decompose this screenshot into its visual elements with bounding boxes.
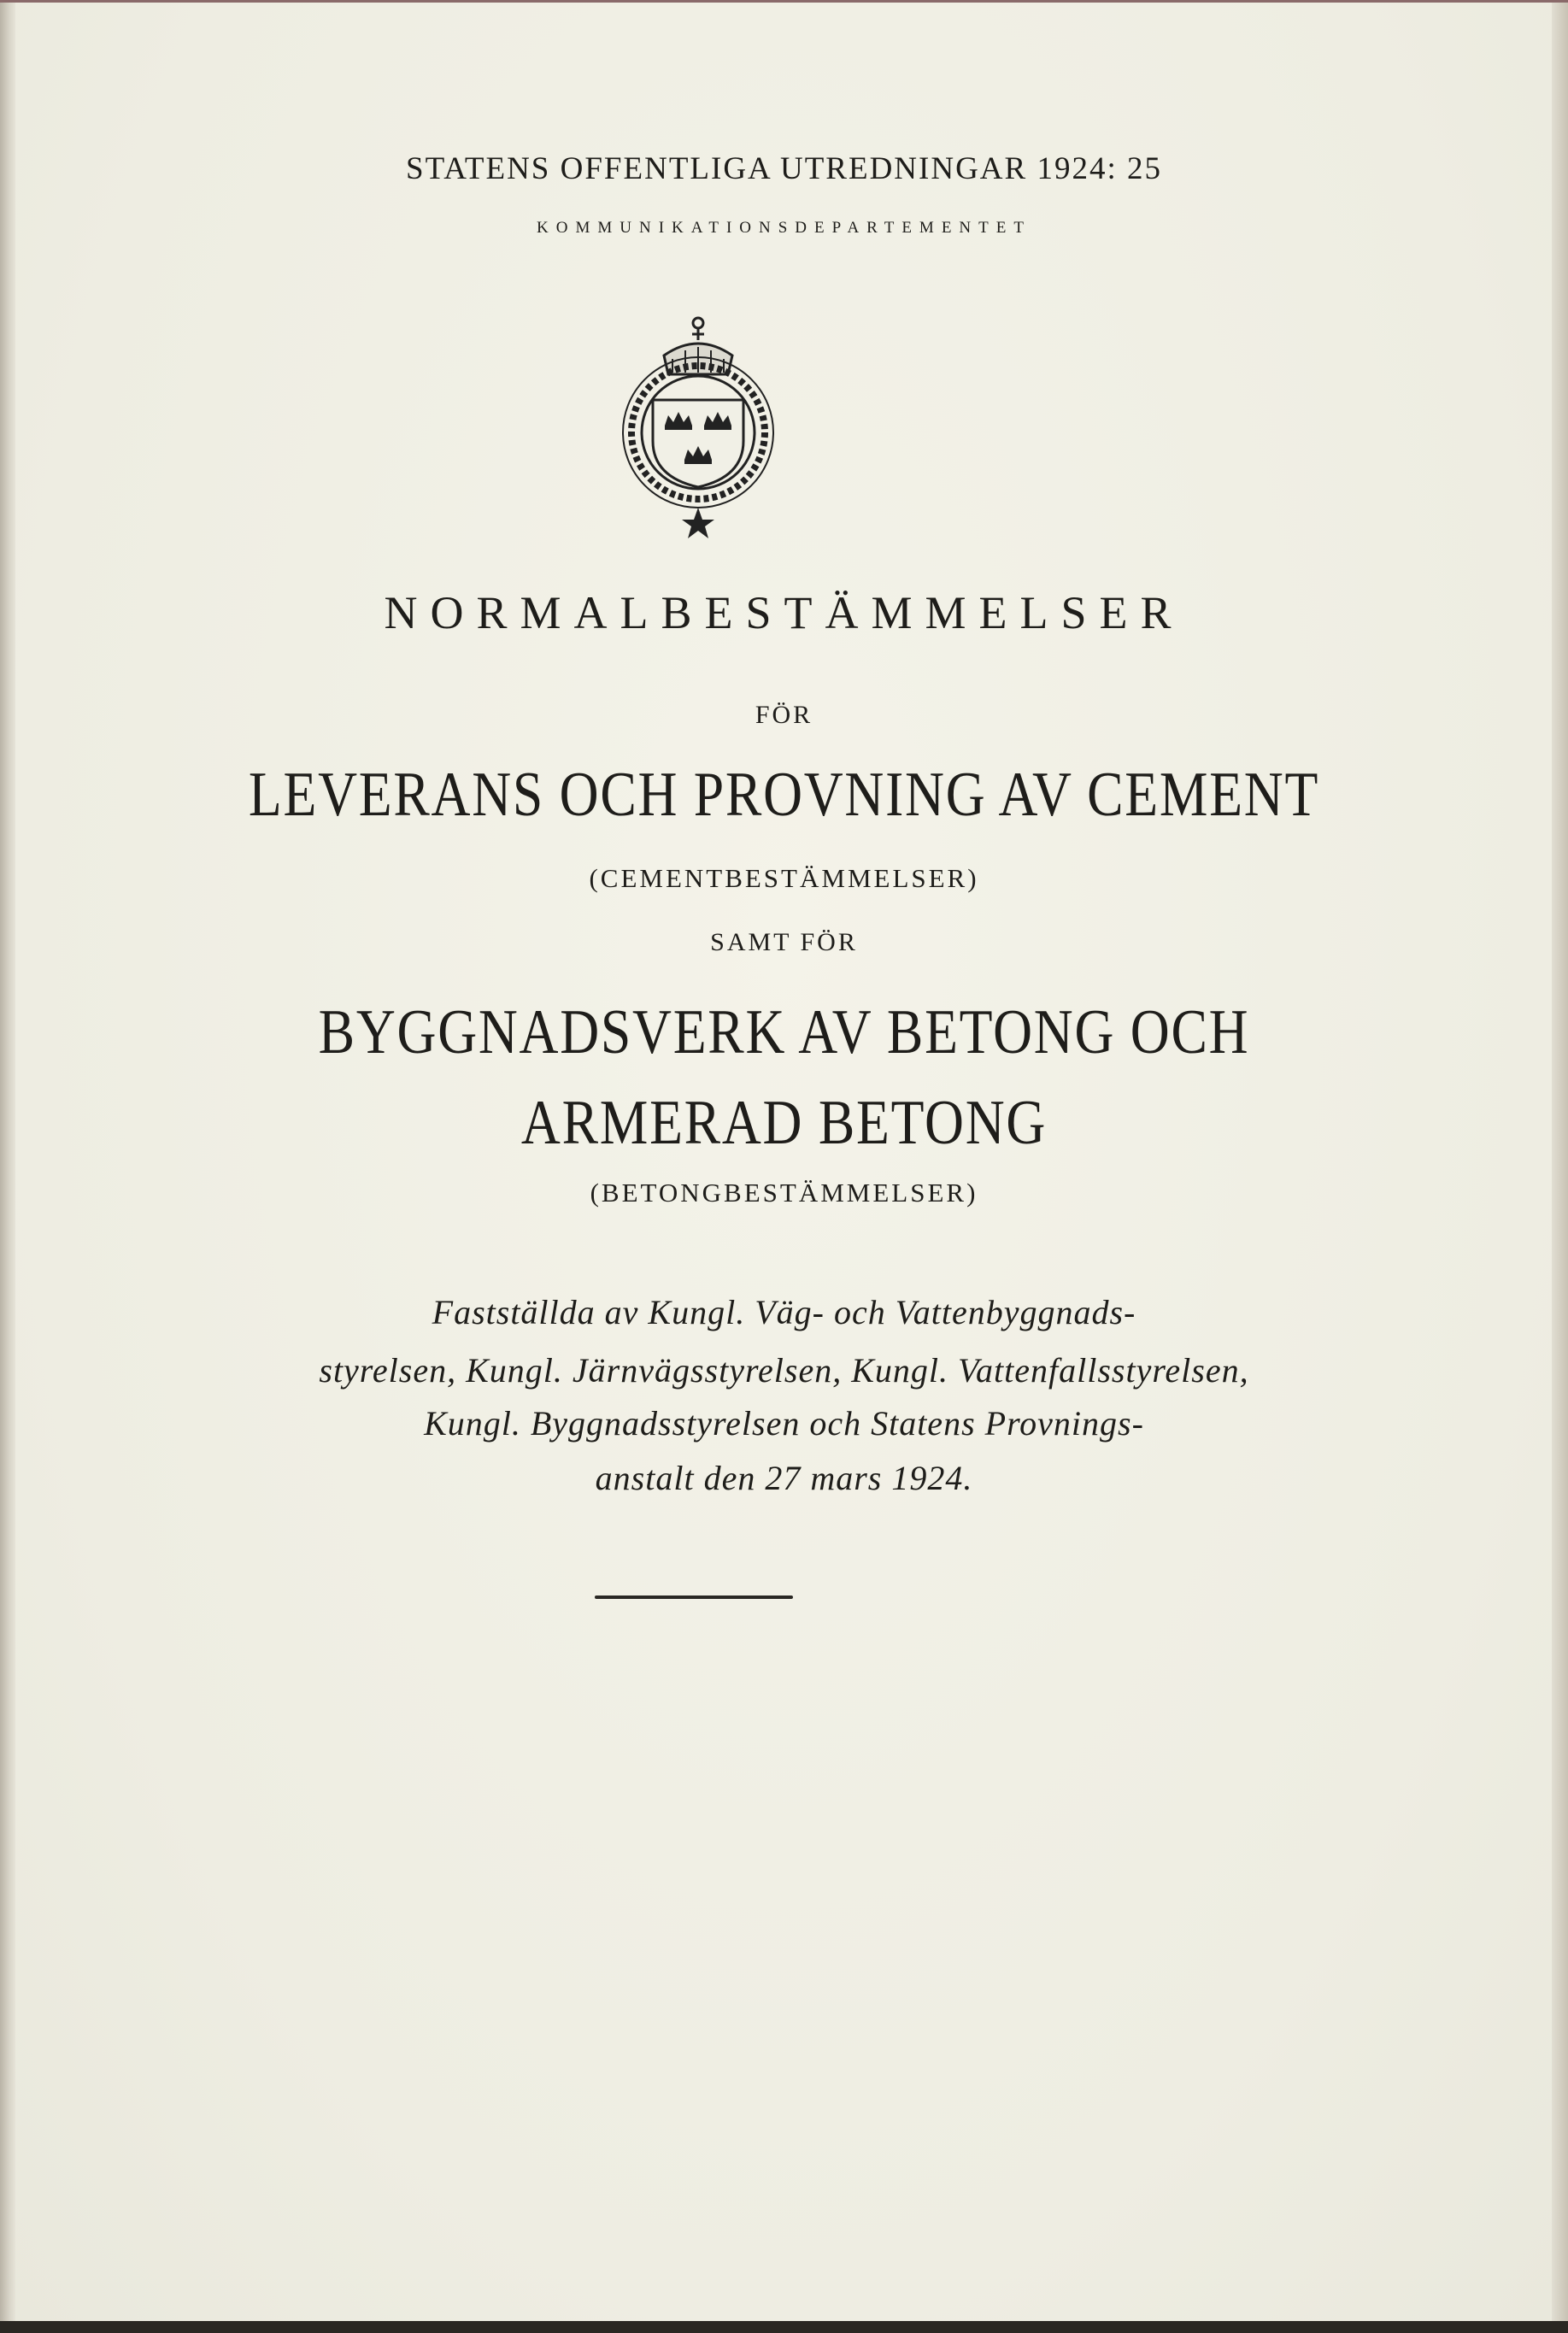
approval-line: Fastställda av Kungl. Väg- och Vattenbyggnads- — [432, 1293, 1136, 1331]
divider-rule — [595, 1595, 793, 1599]
heading-cement: LEVERANS OCH PROVNING AV CEMENT — [248, 760, 1320, 830]
main-title: NORMALBESTÄMMELSER — [384, 587, 1184, 638]
approval-line: Kungl. Byggnadsstyrelsen och Statens Provnings- — [424, 1404, 1144, 1443]
concrete-short-title: (BETONGBESTÄMMELSER) — [590, 1178, 978, 1208]
page-bottom-edge — [0, 2321, 1568, 2333]
approval-line: anstalt den 27 mars 1924. — [595, 1459, 973, 1497]
page-top-edge — [0, 0, 1568, 3]
series-title: STATENS OFFENTLIGA UTREDNINGAR 1924: 25 — [406, 151, 1162, 186]
subtitle-samt-for: SAMT FÖR — [710, 928, 858, 956]
approval-line: styrelsen, Kungl. Järnvägsstyrelsen, Kungl. Vattenfallsstyrelsen, — [319, 1351, 1249, 1390]
page-spine-edge — [0, 0, 15, 2333]
crown-seal-icon — [617, 306, 779, 542]
heading-concrete-line2: ARMERAD BETONG — [520, 1088, 1048, 1158]
department-name: KOMMUNIKATIONSDEPARTEMENTET — [537, 219, 1031, 237]
subtitle-for: FÖR — [755, 701, 813, 729]
page-right-edge — [1552, 0, 1568, 2333]
title-page — [15, 0, 1552, 2321]
cement-short-title: (CEMENTBESTÄMMELSER) — [589, 863, 979, 893]
heading-concrete-line1: BYGGNADSVERK AV BETONG OCH — [318, 997, 1250, 1067]
